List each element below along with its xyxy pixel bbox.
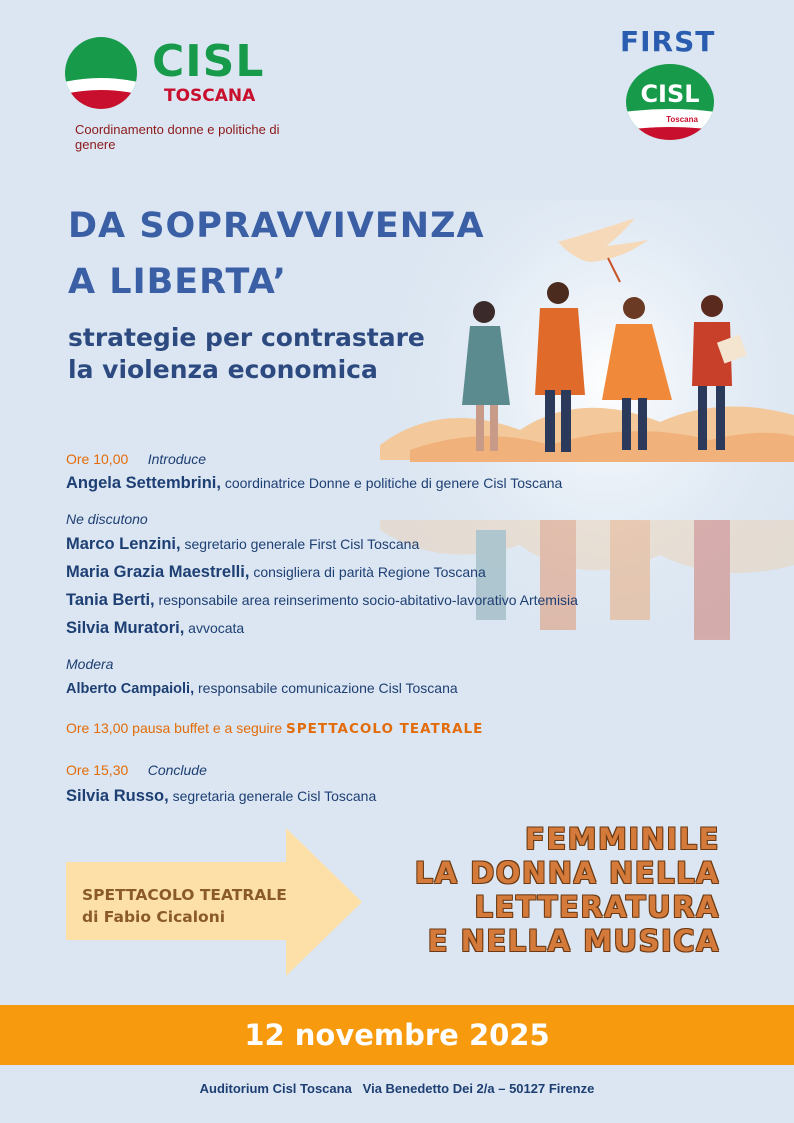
- moderator-label: Modera: [66, 656, 114, 672]
- first-cisl-word: CISL: [640, 80, 700, 108]
- conclude-label: Conclude: [147, 762, 207, 778]
- show-title: [380, 822, 720, 958]
- intro-speaker: [66, 474, 562, 493]
- conclude-time: Ore 15,30: [66, 762, 129, 778]
- subtitle-line-2: la violenza economica: [68, 355, 378, 384]
- speaker-name: Tania Berti,: [66, 591, 155, 609]
- event-title: [68, 198, 485, 310]
- arrow-line-1: SPETTACOLO TEATRALE: [82, 886, 287, 904]
- event-subtitle: [68, 322, 425, 386]
- show-title-line: LETTERATURA: [474, 890, 720, 924]
- subtitle-line-1: strategie per contrastare: [68, 323, 425, 352]
- show-title-line: E NELLA MUSICA: [427, 924, 720, 958]
- speaker-role: avvocata: [188, 620, 245, 636]
- conclude-name: Silvia Russo,: [66, 787, 169, 805]
- event-venue: Auditorium Cisl Toscana Via Benedetto Dei 2/a – 50127 Firenze: [199, 1081, 595, 1096]
- moderator-name: Alberto Campaioli,: [66, 681, 195, 697]
- intro-role: coordinatrice Donne e politiche di genere Cisl Toscana: [224, 475, 563, 491]
- speaker-row: [66, 535, 419, 554]
- speaker-role: responsabile area reinserimento socio-abitativo-lavorativo Artemisia: [158, 592, 578, 608]
- intro-label: Introduce: [147, 451, 207, 467]
- cisl-wordmark: CISL: [152, 36, 265, 87]
- speaker-role: segretario generale First Cisl Toscana: [184, 536, 420, 552]
- conclude-speaker: [66, 787, 376, 806]
- intro-time: Ore 10,00: [66, 451, 129, 467]
- moderator-row: [66, 680, 458, 697]
- arrow-text: [82, 884, 287, 928]
- break-text: Ore 13,00 pausa buffet e a seguire: [66, 720, 283, 736]
- speaker-row: [66, 591, 578, 610]
- speaker-name: Marco Lenzini,: [66, 535, 181, 553]
- intro-name: Angela Settembrini,: [66, 474, 221, 492]
- show-title-line: LA DONNA NELLA: [414, 856, 720, 890]
- conclude-role: segretaria generale Cisl Toscana: [172, 788, 377, 804]
- arrow-line-2: di Fabio Cicaloni: [82, 908, 226, 926]
- speaker-role: consigliera di parità Regione Toscana: [253, 564, 486, 580]
- speaker-name: Maria Grazia Maestrelli,: [66, 563, 250, 581]
- speaker-row: [66, 563, 486, 582]
- cisl-logo-icon: [64, 36, 138, 110]
- intro-heading: [66, 451, 206, 467]
- event-date: 12 novembre 2025: [244, 1018, 550, 1052]
- title-line-1: DA SOPRAVVIVENZA: [68, 206, 485, 246]
- title-line-2: A LIBERTA’: [68, 262, 287, 302]
- break-row: [66, 720, 483, 737]
- first-cisl-logo-icon: [624, 62, 716, 142]
- cisl-region: TOSCANA: [164, 86, 256, 106]
- discuss-label: Ne discutono: [66, 511, 148, 527]
- conclude-heading: [66, 762, 207, 778]
- first-wordmark: FIRST: [620, 25, 716, 58]
- speaker-name: Silvia Muratori,: [66, 619, 185, 637]
- first-region: Toscana: [666, 115, 698, 124]
- moderator-role: responsabile comunicazione Cisl Toscana: [198, 680, 458, 696]
- break-highlight: SPETTACOLO TEATRALE: [286, 721, 484, 737]
- speaker-row: [66, 619, 244, 638]
- coordinamento-label: Coordinamento donne e politiche di genere: [75, 122, 280, 152]
- show-title-line: FEMMINILE: [525, 822, 720, 856]
